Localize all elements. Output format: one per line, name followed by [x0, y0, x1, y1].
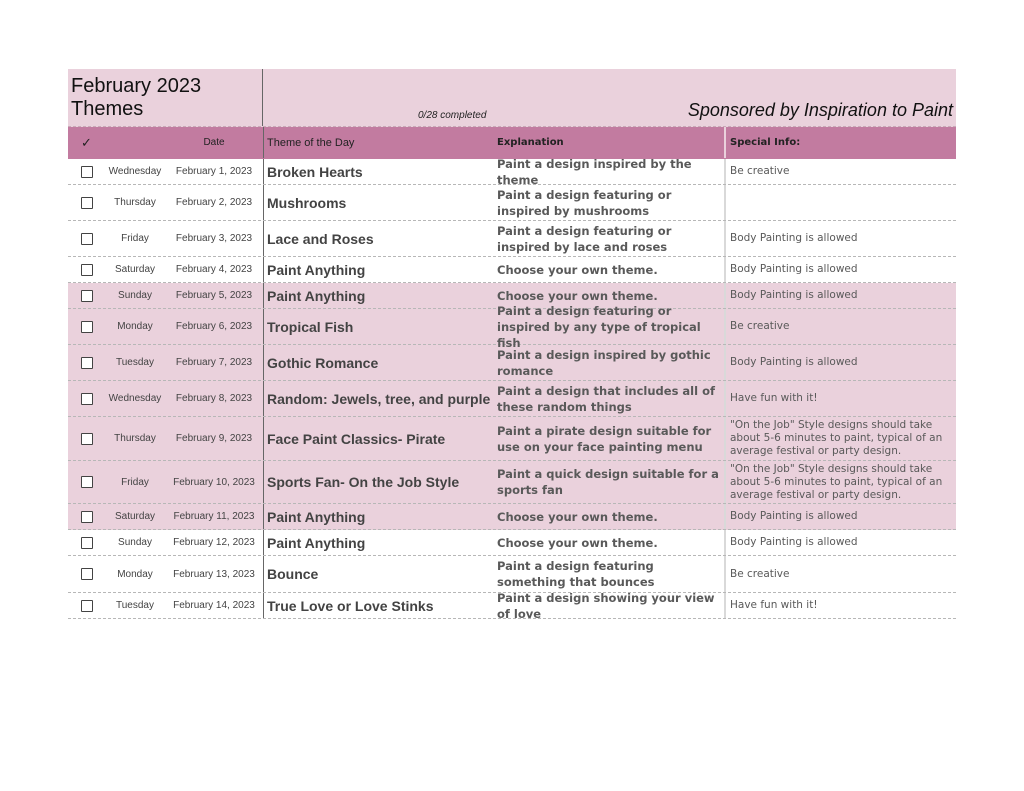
- explanation-cell: Paint a design featuring something that bounces: [497, 559, 655, 589]
- info-cell: "On the Job" Style designs should take about 5-6 minutes to paint, typical of an average festival or party design.: [724, 461, 956, 503]
- completion-checkbox[interactable]: [81, 433, 93, 445]
- theme-cell: Lace and Roses: [263, 221, 494, 256]
- date-cell: February 7, 2023: [175, 357, 253, 368]
- sheet-header: [68, 69, 956, 127]
- info-cell: Body Painting is allowed: [724, 504, 956, 529]
- day-cell: Tuesday: [116, 600, 154, 611]
- table-row: [68, 504, 956, 530]
- completion-checkbox[interactable]: [81, 357, 93, 369]
- date-cell: February 2, 2023: [175, 197, 253, 208]
- explanation-cell: Paint a design showing your view of love: [497, 590, 715, 621]
- checkbox-cell: [68, 166, 105, 178]
- info-cell: Body Painting is allowed: [724, 257, 956, 282]
- date-cell: February 12, 2023: [173, 537, 255, 548]
- day-cell: Sunday: [118, 537, 152, 548]
- completion-checkbox[interactable]: [81, 233, 93, 245]
- explanation-cell: Paint a design featuring or inspired by mushrooms: [497, 187, 672, 218]
- theme-column-header: Theme of the Day: [263, 127, 494, 158]
- theme-cell: Bounce: [263, 556, 494, 592]
- table-row: [68, 461, 956, 504]
- info-cell: "On the Job" Style designs should take about 5-6 minutes to paint, typical of an average festival or party design.: [724, 417, 956, 460]
- check-column-header: [68, 135, 105, 151]
- date-cell: February 4, 2023: [175, 264, 253, 275]
- checkbox-cell: [68, 393, 105, 405]
- table-row: [68, 345, 956, 381]
- theme-cell: Paint Anything: [263, 283, 494, 308]
- date-cell: February 11, 2023: [173, 511, 255, 522]
- checkbox-cell: [68, 433, 105, 445]
- theme-cell: Gothic Romance: [263, 345, 494, 380]
- info-cell: Have fun with it!: [724, 593, 956, 618]
- table-row: [68, 381, 956, 417]
- completion-checkbox[interactable]: [81, 568, 93, 580]
- info-cell: Body Painting is allowed: [724, 283, 956, 308]
- day-cell: Saturday: [114, 264, 156, 275]
- checkbox-cell: [68, 600, 105, 612]
- sheet-title: [68, 69, 263, 126]
- checkbox-cell: [68, 233, 105, 245]
- checkbox-cell: [68, 568, 105, 580]
- theme-cell: True Love or Love Stinks: [263, 593, 494, 618]
- info-cell: Body Painting is allowed: [724, 530, 956, 555]
- info-cell: Be creative: [724, 556, 956, 592]
- explanation-cell: Choose your own theme.: [497, 535, 658, 550]
- completion-checkbox[interactable]: [81, 166, 93, 178]
- explanation-cell: Paint a design featuring or inspired by any type of tropical fish: [497, 303, 701, 350]
- day-cell: Wednesday: [108, 166, 162, 177]
- sponsor-text: Sponsored by Inspiration to Paint: [687, 100, 953, 120]
- checkbox-cell: [68, 290, 105, 302]
- theme-cell: Mushrooms: [263, 185, 494, 220]
- info-column-header: Special Info:: [724, 127, 956, 158]
- date-cell: February 1, 2023: [175, 166, 253, 177]
- date-cell: February 10, 2023: [173, 476, 255, 488]
- theme-cell: Sports Fan- On the Job Style: [263, 461, 494, 503]
- checkbox-cell: [68, 197, 105, 209]
- table-row: [68, 556, 956, 593]
- day-cell: Friday: [121, 476, 149, 488]
- date-cell: February 13, 2023: [173, 568, 255, 580]
- checkbox-cell: [68, 511, 105, 523]
- completion-checkbox[interactable]: [81, 537, 93, 549]
- day-cell: Monday: [117, 321, 153, 332]
- explanation-column-header: Explanation: [497, 136, 564, 148]
- theme-cell: Broken Hearts: [263, 159, 494, 184]
- info-cell: Be creative: [724, 309, 956, 344]
- explanation-cell: Choose your own theme.: [497, 509, 658, 524]
- table-row: [68, 257, 956, 283]
- info-cell: Be creative: [724, 159, 956, 184]
- explanation-cell: Choose your own theme.: [497, 288, 658, 303]
- theme-cell: Paint Anything: [263, 530, 494, 555]
- info-cell: [724, 185, 956, 220]
- title-themes: Themes: [71, 98, 144, 120]
- date-cell: February 9, 2023: [175, 433, 253, 444]
- date-cell: February 8, 2023: [175, 393, 253, 404]
- info-cell: Have fun with it!: [724, 381, 956, 416]
- checkbox-cell: [68, 537, 105, 549]
- explanation-cell: Paint a design that includes all of these random things: [497, 383, 715, 414]
- date-column-header: Date: [203, 137, 225, 148]
- theme-cell: Face Paint Classics- Pirate: [263, 417, 494, 460]
- date-cell: February 3, 2023: [175, 233, 253, 244]
- explanation-cell: Paint a pirate design suitable for use on your face painting menu: [497, 423, 712, 454]
- day-cell: Monday: [117, 568, 153, 580]
- explanation-cell: Paint a design inspired by the theme: [497, 156, 692, 187]
- completion-checkbox[interactable]: [81, 393, 93, 405]
- day-cell: Saturday: [114, 511, 156, 522]
- info-cell: Body Painting is allowed: [724, 221, 956, 256]
- table-row: [68, 303, 956, 350]
- theme-cell: Paint Anything: [263, 257, 494, 282]
- column-header-row: [68, 127, 956, 159]
- completion-checkbox[interactable]: [81, 511, 93, 523]
- table-row: [68, 156, 956, 187]
- theme-cell: Random: Jewels, tree, and purple: [263, 381, 494, 416]
- completion-checkbox[interactable]: [81, 290, 93, 302]
- table-row: [68, 185, 956, 221]
- theme-cell: Tropical Fish: [263, 309, 494, 344]
- checkmark-icon: ✓: [81, 134, 92, 150]
- explanation-cell: Choose your own theme.: [497, 262, 658, 277]
- title-month: February 2023: [71, 75, 202, 97]
- date-cell: February 6, 2023: [175, 321, 253, 332]
- day-cell: Thursday: [114, 433, 156, 444]
- header-right: [263, 69, 956, 126]
- completion-checkbox[interactable]: [81, 321, 93, 333]
- checkbox-cell: [68, 476, 105, 488]
- day-cell: Wednesday: [108, 393, 162, 404]
- theme-cell: Paint Anything: [263, 504, 494, 529]
- table-row: [68, 530, 956, 556]
- day-cell: Tuesday: [116, 357, 154, 368]
- completion-checkbox[interactable]: [81, 476, 93, 488]
- date-cell: February 14, 2023: [173, 600, 255, 611]
- checkbox-cell: [68, 357, 105, 369]
- table-row: [68, 221, 956, 257]
- checkbox-cell: [68, 264, 105, 276]
- date-cell: February 5, 2023: [175, 290, 253, 301]
- explanation-cell: Paint a design featuring or inspired by lace and roses: [497, 223, 672, 254]
- completion-checkbox[interactable]: [81, 197, 93, 209]
- themes-sheet: [68, 69, 956, 619]
- checkbox-cell: [68, 321, 105, 333]
- info-cell: Body Painting is allowed: [724, 345, 956, 380]
- completion-checkbox[interactable]: [81, 600, 93, 612]
- table-row: [68, 590, 956, 621]
- day-cell: Thursday: [114, 197, 156, 208]
- table-row: [68, 417, 956, 461]
- explanation-cell: Paint a design inspired by gothic romance: [497, 347, 711, 378]
- day-cell: Sunday: [118, 290, 152, 301]
- progress-counter: 0/28 completed: [418, 110, 487, 121]
- completion-checkbox[interactable]: [81, 264, 93, 276]
- table-body: [68, 156, 956, 621]
- explanation-cell: Paint a quick design suitable for a sports fan: [497, 467, 719, 497]
- day-cell: Friday: [121, 233, 149, 244]
